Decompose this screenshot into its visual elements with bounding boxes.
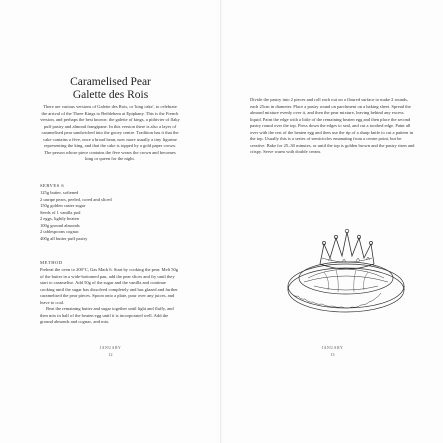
ingredient-item: 2 eggs, lightly beaten [40,216,79,222]
method-text [40,267,180,326]
galette-with-crown-illustration [284,220,409,325]
method-paragraph-2: Beat the remaining butter and sugar together until light and fluffy, and then mix in half of the beaten egg until it is incorporated well. Add the ground almonds and cognac, and mix. [40,306,174,325]
page-number-left: 12 [108,352,113,357]
galette-drawing [288,229,404,312]
ingredient-item: 400g all butter puff pastry [40,235,88,241]
ingredient-item: 125g butter, softened [40,190,79,195]
method-label: METHOD [40,260,63,265]
ingredient-item: 100g ground almonds [40,222,80,228]
right-page [222,0,443,443]
ingredient-item: 150g golden caster sugar [40,203,86,209]
ingredient-item: 2 tablespoons cognac [40,229,79,235]
method-paragraph-1: Preheat the oven to 200°C, Gas Mark 6. Start by cooking the pear. Melt 50g of the butter in a wide-bottomed pan, add the pear slices and fry until they start to caramelise. Add 50g of the sugar and the vanilla and continue cooking until the sugar has dissolved completely and has glazed and further caramelised the pear pieces. Spoon onto a plate, pour over any juices, and leave to cool. [40,267,179,305]
method-continued: Divide the pastry into 2 pieces and roll each out on a floured surface to make 2 rounds, each 25cm in diameter. Place a pastry round on parchment on a baking sheet. Spread the almond mixture evenly over it, and then the pear mixture, leaving behind any excess liquid. Paint the edge with a little of the remaining beaten egg and then place the second pastry round over the top. Press down the edges to seal, and cut a toothed edge. Paint all over with the rest of the beaten egg and then use the tip of a sharp knife to cut a pattern in the top. Usually this is a series of semicircles emanating from a centre point, but be creative. Bake for 25–30 minutes, or until the top is golden brown and the pastry risen and crispy. Serve warm with double cream. [250,97,415,155]
page-number-right: 13 [330,352,335,357]
serves-label: SERVES 6 [40,183,65,188]
left-page [0,0,221,443]
recipe-intro: There are various versions of Galette des Rois, or 'king cake', to celebrate the arrival of the Three Kings to Bethlehem at Epiphany. This is the French version, and perhaps the best known: the galette of kings, a pithivier of flaky puff pastry and almond frangipane. In this version there is also a layer of caramelised pear sandwiched into the gooey centre. Tradition has it that the cake contains a fève, once a broad bean, now more usually a tiny figurine representing the king, and that the cake is topped by a gold paper crown. The person whose piece contains the fève wears the crown and becomes king or queen for the night. [40,104,180,162]
ingredient-list [40,190,170,242]
recipe-title-line2: Galette des Rois [72,89,149,101]
running-head-right: JANUARY [321,346,344,350]
ingredient-item: Seeds of 1 vanilla pod [40,209,81,215]
recipe-title-line1: Caramelised Pear [70,76,151,88]
ingredient-item: 2 unripe pears, peeled, cored and sliced [40,196,112,202]
running-head-left: JANUARY [99,346,122,350]
